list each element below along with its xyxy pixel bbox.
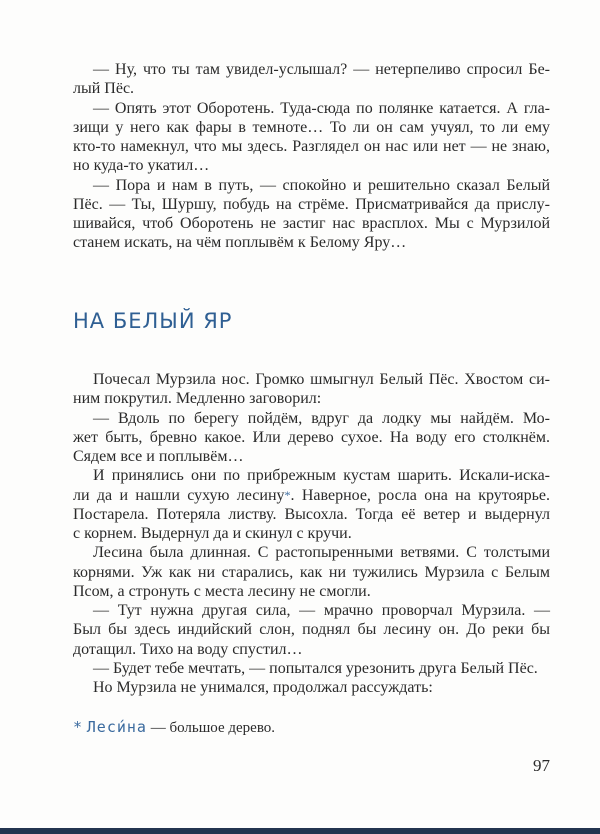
text-line: Почесал Мурзила нос. Громко шмыгнул Белый Пёс. Хвостом си- (93, 371, 550, 388)
text-line: Пёс. — Ты, Шуршу, побудь на стрёме. Присматривайся да прислу- (73, 195, 550, 213)
text-line: — Будет тебе мечтать, — попытался урезонить друга Белый Пёс. (93, 659, 538, 677)
text-line: — Пора и нам в путь, — спокойно и решительно сказал Белый (93, 176, 550, 194)
text-line: Но Мурзила не унимался, продолжал рассуждать: (93, 679, 433, 696)
text-section-1 (73, 60, 550, 253)
text-line: Был бы здесь индийский слон, поднял бы лесину он. До реки бы (73, 621, 550, 639)
text-line: корнями. Уж как ни старались, как ни тужились Мурзила с Белым (73, 563, 550, 581)
footnote-term: Леси́на (86, 718, 147, 736)
text-line: зищи у него как фары в темноте… То ли он сам учуял, то ли ему (73, 118, 550, 136)
text-line: ли да и нашли сухую лесину*. Наверное, росла она на крутоярье. (73, 486, 550, 504)
text-line: жет быть, бревно какое. Или дерево сухое. На воду его столкнём. (73, 428, 550, 446)
footnote (73, 716, 275, 739)
text-line: Постарела. Потеряла листву. Высохла. Тогда её ветер и выдернул (73, 505, 550, 523)
text-section-2 (73, 370, 550, 697)
page-edge (0, 828, 600, 834)
footnote-reference: * (284, 487, 291, 502)
chapter-heading: НА БЕЛЫЙ ЯР (73, 309, 233, 333)
text-line: дотащил. Тихо на воду спустил… (73, 640, 303, 658)
text-line: Сядем все и поплывём… (73, 448, 244, 465)
footnote-definition: — большое дерево. (150, 720, 276, 736)
text-line: — Тут нужна другая сила, — мрачно проворчал Мурзила. — (93, 602, 550, 619)
text-line: — Вдоль по берегу пойдём, вдруг да лодку мы найдём. Мо- (93, 409, 550, 427)
text-line: шивайся, чтоб Оборотень не застиг нас врасплох. Мы с Мурзилой (73, 215, 550, 232)
text-line: но куда-то укатил… (73, 157, 210, 175)
text-line: Лесина была длинная. С растопыренными ветвями. С толстыми (93, 544, 550, 562)
text-line: — Опять этот Оборотень. Туда-сюда по полянке катается. А гла- (93, 99, 550, 117)
text-line: с корнем. Выдернул да и скинул с кручи. (73, 525, 352, 542)
text-line: кто-то намекнул, что мы здесь. Разглядел он нас или нет — не знаю, (73, 138, 550, 155)
text-line: лый Пёс. (73, 80, 135, 98)
footnote-marker: * (73, 718, 84, 736)
text-line: ним покрутил. Медленно заговорил: (73, 390, 322, 408)
text-line: станем искать, на чём поплывём к Белому Яру… (73, 234, 407, 252)
page-number: 97 (533, 756, 550, 775)
text-line: — Ну, что ты там увидел-услышал? — нетерпеливо спросил Бе- (93, 61, 550, 78)
text-line: И принялись они по прибрежным кустам шарить. Искали-иска- (93, 467, 550, 485)
text-line: Псом, а стронуть с места лесину не смогли. (73, 582, 371, 600)
